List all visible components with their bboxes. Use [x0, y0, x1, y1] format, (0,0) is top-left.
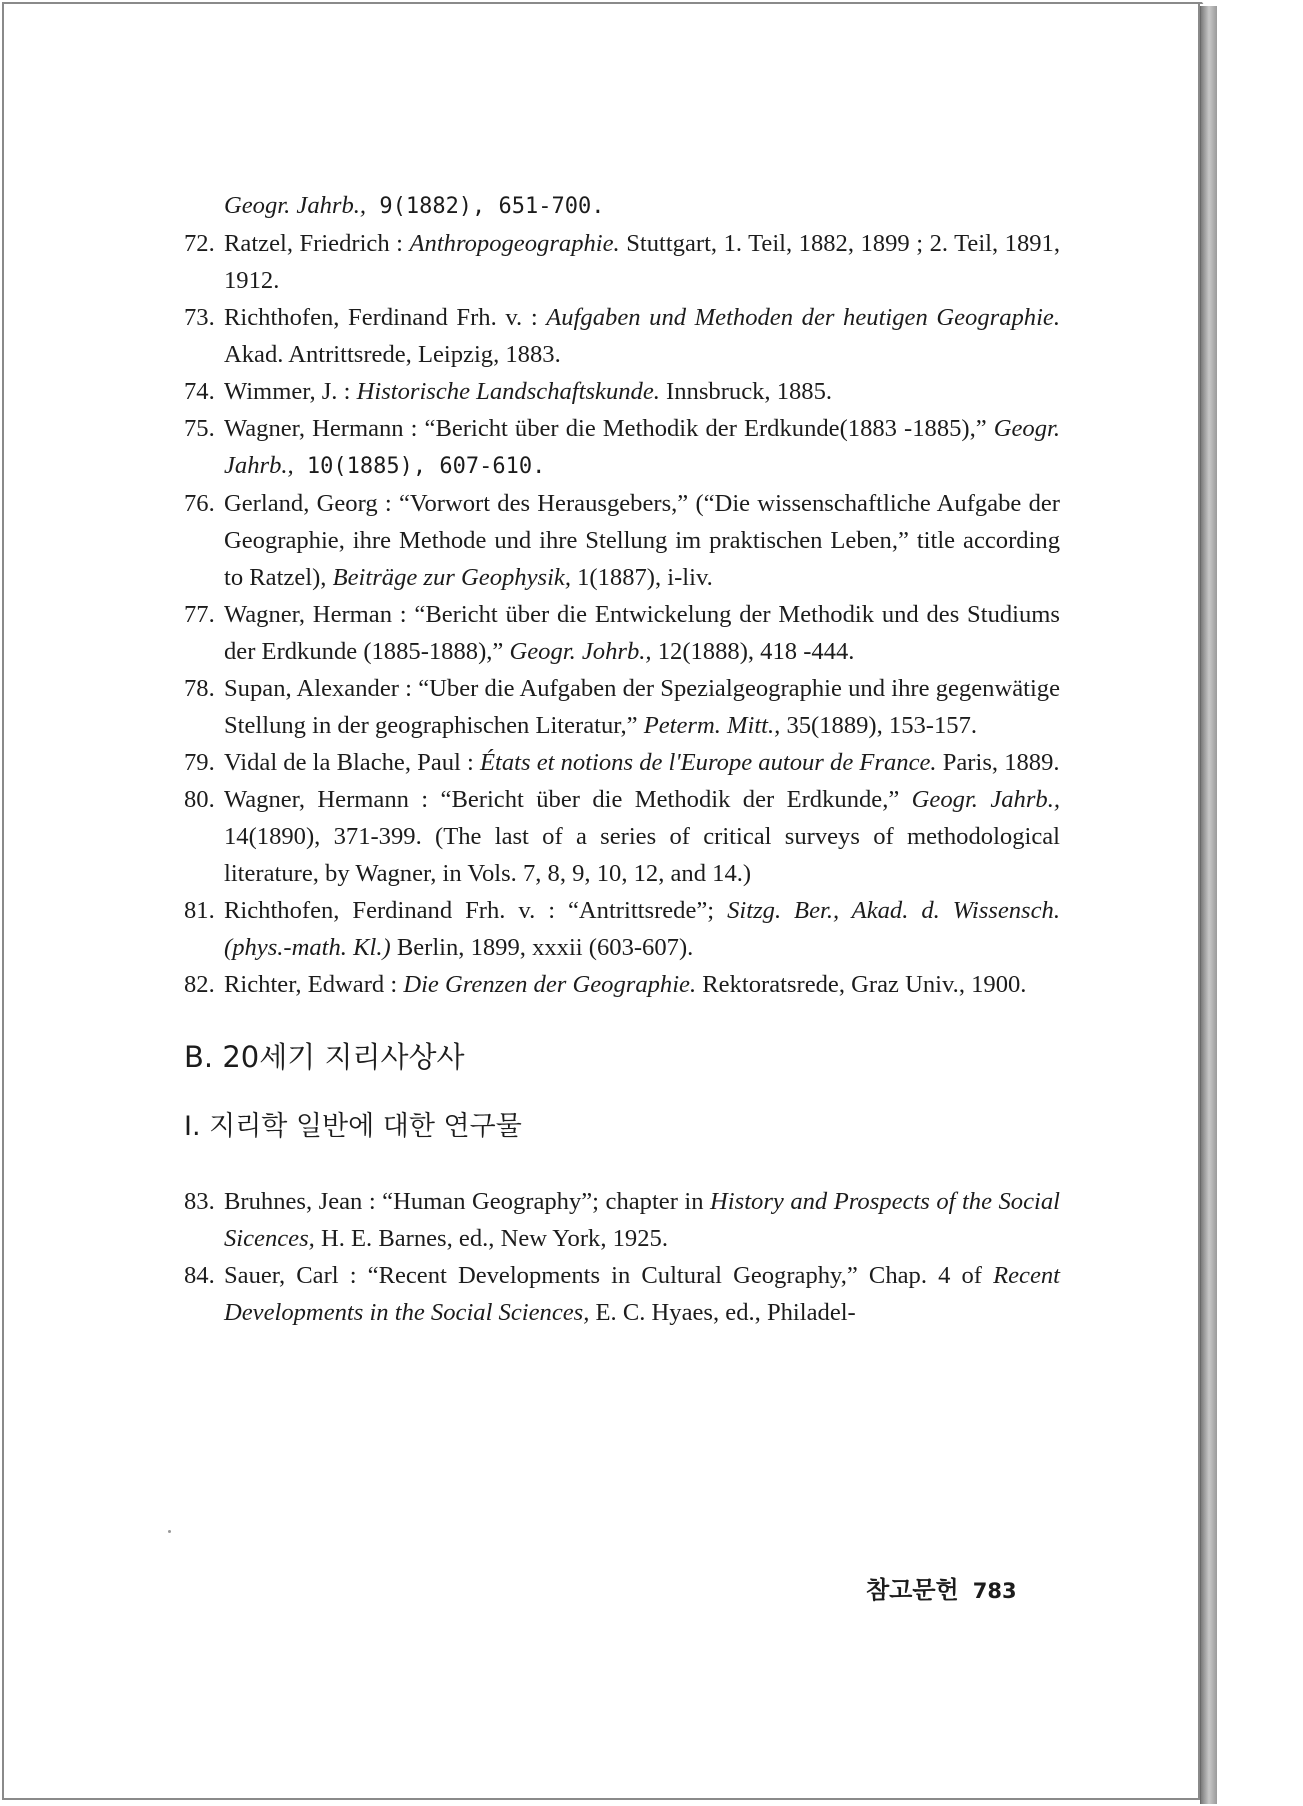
reference-text: Stuttgart, 1. Teil, 1882, 1899 ; 2. Teil, 1891, 1912. — [224, 230, 1060, 294]
reference-text: Wagner, Herman : “Bericht über die Entwickelung der Methodik und des Studiums der Erdkunde (1885-1888),” — [224, 601, 1060, 665]
reference-number: 73. — [184, 304, 215, 331]
reference-text: 1(1887), i-liv. — [570, 564, 713, 591]
reference-text: E. C. Hyaes, ed., Philadel- — [589, 1299, 856, 1326]
reference-entry — [184, 744, 1060, 781]
page-edge — [1200, 6, 1217, 1804]
footer-section-label: 참고문헌 — [866, 1576, 959, 1604]
reference-number: 78. — [184, 675, 215, 702]
reference-text: Richthofen, Ferdinand Frh. v. : “Antrittsrede”; — [224, 897, 728, 924]
reference-text: Vidal de la Blache, Paul : — [224, 749, 481, 776]
reference-title-italic: Recent Developments in the Social Sciences, — [224, 1262, 1060, 1326]
reference-text: Ratzel, Friedrich : — [224, 230, 410, 257]
reference-text: Richthofen, Ferdinand Frh. v. : — [224, 304, 547, 331]
section-heading-b: B. 20세기 지리사상사 — [184, 1040, 465, 1074]
reference-text: Rektoratsrede, Graz Univ., 1900. — [696, 971, 1027, 998]
reference-entry — [184, 373, 1060, 410]
reference-text: Bruhnes, Jean : “Human Geography”; chapter in — [224, 1188, 711, 1215]
reference-entry — [184, 1257, 1060, 1331]
reference-title-italic: Anthropogeographie. — [409, 230, 620, 257]
reference-text: Paris, 1889. — [936, 749, 1060, 776]
reference-number: 84. — [184, 1262, 215, 1289]
reference-number: 75. — [184, 415, 215, 442]
reference-list-19th-century — [184, 187, 1060, 1003]
reference-entry — [184, 410, 1060, 485]
scan-speck — [168, 1530, 171, 1533]
reference-number: 72. — [184, 230, 215, 257]
reference-title-italic: Historische Landschaftskunde. — [356, 378, 660, 405]
reference-title-italic: Sitzg. Ber., Akad. d. Wissensch. (phys.-math. Kl.) — [224, 897, 1060, 961]
reference-number: 77. — [184, 601, 215, 628]
reference-text: 10(1885), 607-610. — [293, 454, 546, 479]
reference-title-italic: Beiträge zur Geophysik, — [332, 564, 571, 591]
reference-text: 12(1888), 418 -444. — [651, 638, 855, 665]
page-number: 783 — [972, 1579, 1017, 1603]
reference-text: Supan, Alexander : “Uber die Aufgaben der Spezialgeographie und ihre gegenwätige Stellung in der geographischen Literatur,” — [224, 675, 1060, 739]
reference-text: 9(1882), 651-700. — [366, 194, 605, 219]
reference-text: 14(1890), 371-399. (The last of a series of critical surveys of methodological literature, by Wagner, in Vols. 7, 8, 9, 10, 12, and 14.) — [224, 823, 1060, 887]
reference-title-italic: Geogr. Jahrb., — [224, 415, 1060, 479]
reference-text: Wimmer, J. : — [224, 378, 357, 405]
reference-number: 83. — [184, 1188, 215, 1215]
bibliography-content — [184, 187, 1060, 1331]
reference-text: Akad. Antrittsrede, Leipzig, 1883. — [224, 341, 561, 368]
reference-title-italic: Die Grenzen der Geographie. — [403, 971, 697, 998]
reference-number: 82. — [184, 971, 215, 998]
reference-text: Richter, Edward : — [224, 971, 404, 998]
reference-title-italic: Geogr. Jahrb., — [224, 192, 367, 219]
reference-entry — [184, 966, 1060, 1003]
reference-text: Wagner, Hermann : “Bericht über die Methodik der Erdkunde(1883 -1885),” — [224, 415, 994, 442]
reference-list-20th-century — [184, 1183, 1060, 1331]
reference-entry — [184, 299, 1060, 373]
reference-text: Gerland, Georg : “Vorwort des Herausgebers,” (“Die wissenschaftliche Aufgabe der Geographie, ihre Methode und ihre Stellung im praktischen Leben,” title according to Ratzel), — [224, 490, 1060, 591]
reference-entry — [184, 1183, 1060, 1257]
reference-number: 74. — [184, 378, 215, 405]
reference-entry — [184, 892, 1060, 966]
reference-title-italic: History and Prospects of the Social Sicences, — [224, 1188, 1060, 1252]
reference-number: 80. — [184, 786, 215, 813]
reference-text: Berlin, 1899, xxxii (603-607). — [390, 934, 694, 961]
reference-number: 79. — [184, 749, 215, 776]
reference-text: 35(1889), 153-157. — [780, 712, 978, 739]
reference-text: H. E. Barnes, ed., New York, 1925. — [314, 1225, 668, 1252]
reference-title-italic: Geogr. Jahrb., — [911, 786, 1061, 813]
reference-text: Sauer, Carl : “Recent Developments in Cultural Geography,” Chap. 4 of — [224, 1262, 994, 1289]
section-gap — [184, 1147, 1060, 1183]
reference-title-italic: États et notions de l'Europe autour de France. — [480, 749, 937, 776]
reference-entry — [184, 187, 1060, 225]
reference-entry — [184, 596, 1060, 670]
reference-entry — [184, 670, 1060, 744]
subsection-heading-i: Ⅰ. 지리학 일반에 대한 연구물 — [184, 1111, 522, 1142]
reference-entry — [184, 781, 1060, 892]
reference-title-italic: Geogr. Johrb., — [509, 638, 652, 665]
reference-text: Wagner, Hermann : “Bericht über die Methodik der Erdkunde,” — [224, 786, 912, 813]
reference-entry — [184, 485, 1060, 596]
reference-number: 81. — [184, 897, 215, 924]
reference-text: Innsbruck, 1885. — [659, 378, 833, 405]
page-footer — [866, 1570, 1017, 1605]
reference-title-italic: Aufgaben und Methoden der heutigen Geographie. — [546, 304, 1060, 331]
reference-title-italic: Peterm. Mitt., — [643, 712, 781, 739]
reference-entry — [184, 225, 1060, 299]
reference-number: 76. — [184, 490, 215, 517]
